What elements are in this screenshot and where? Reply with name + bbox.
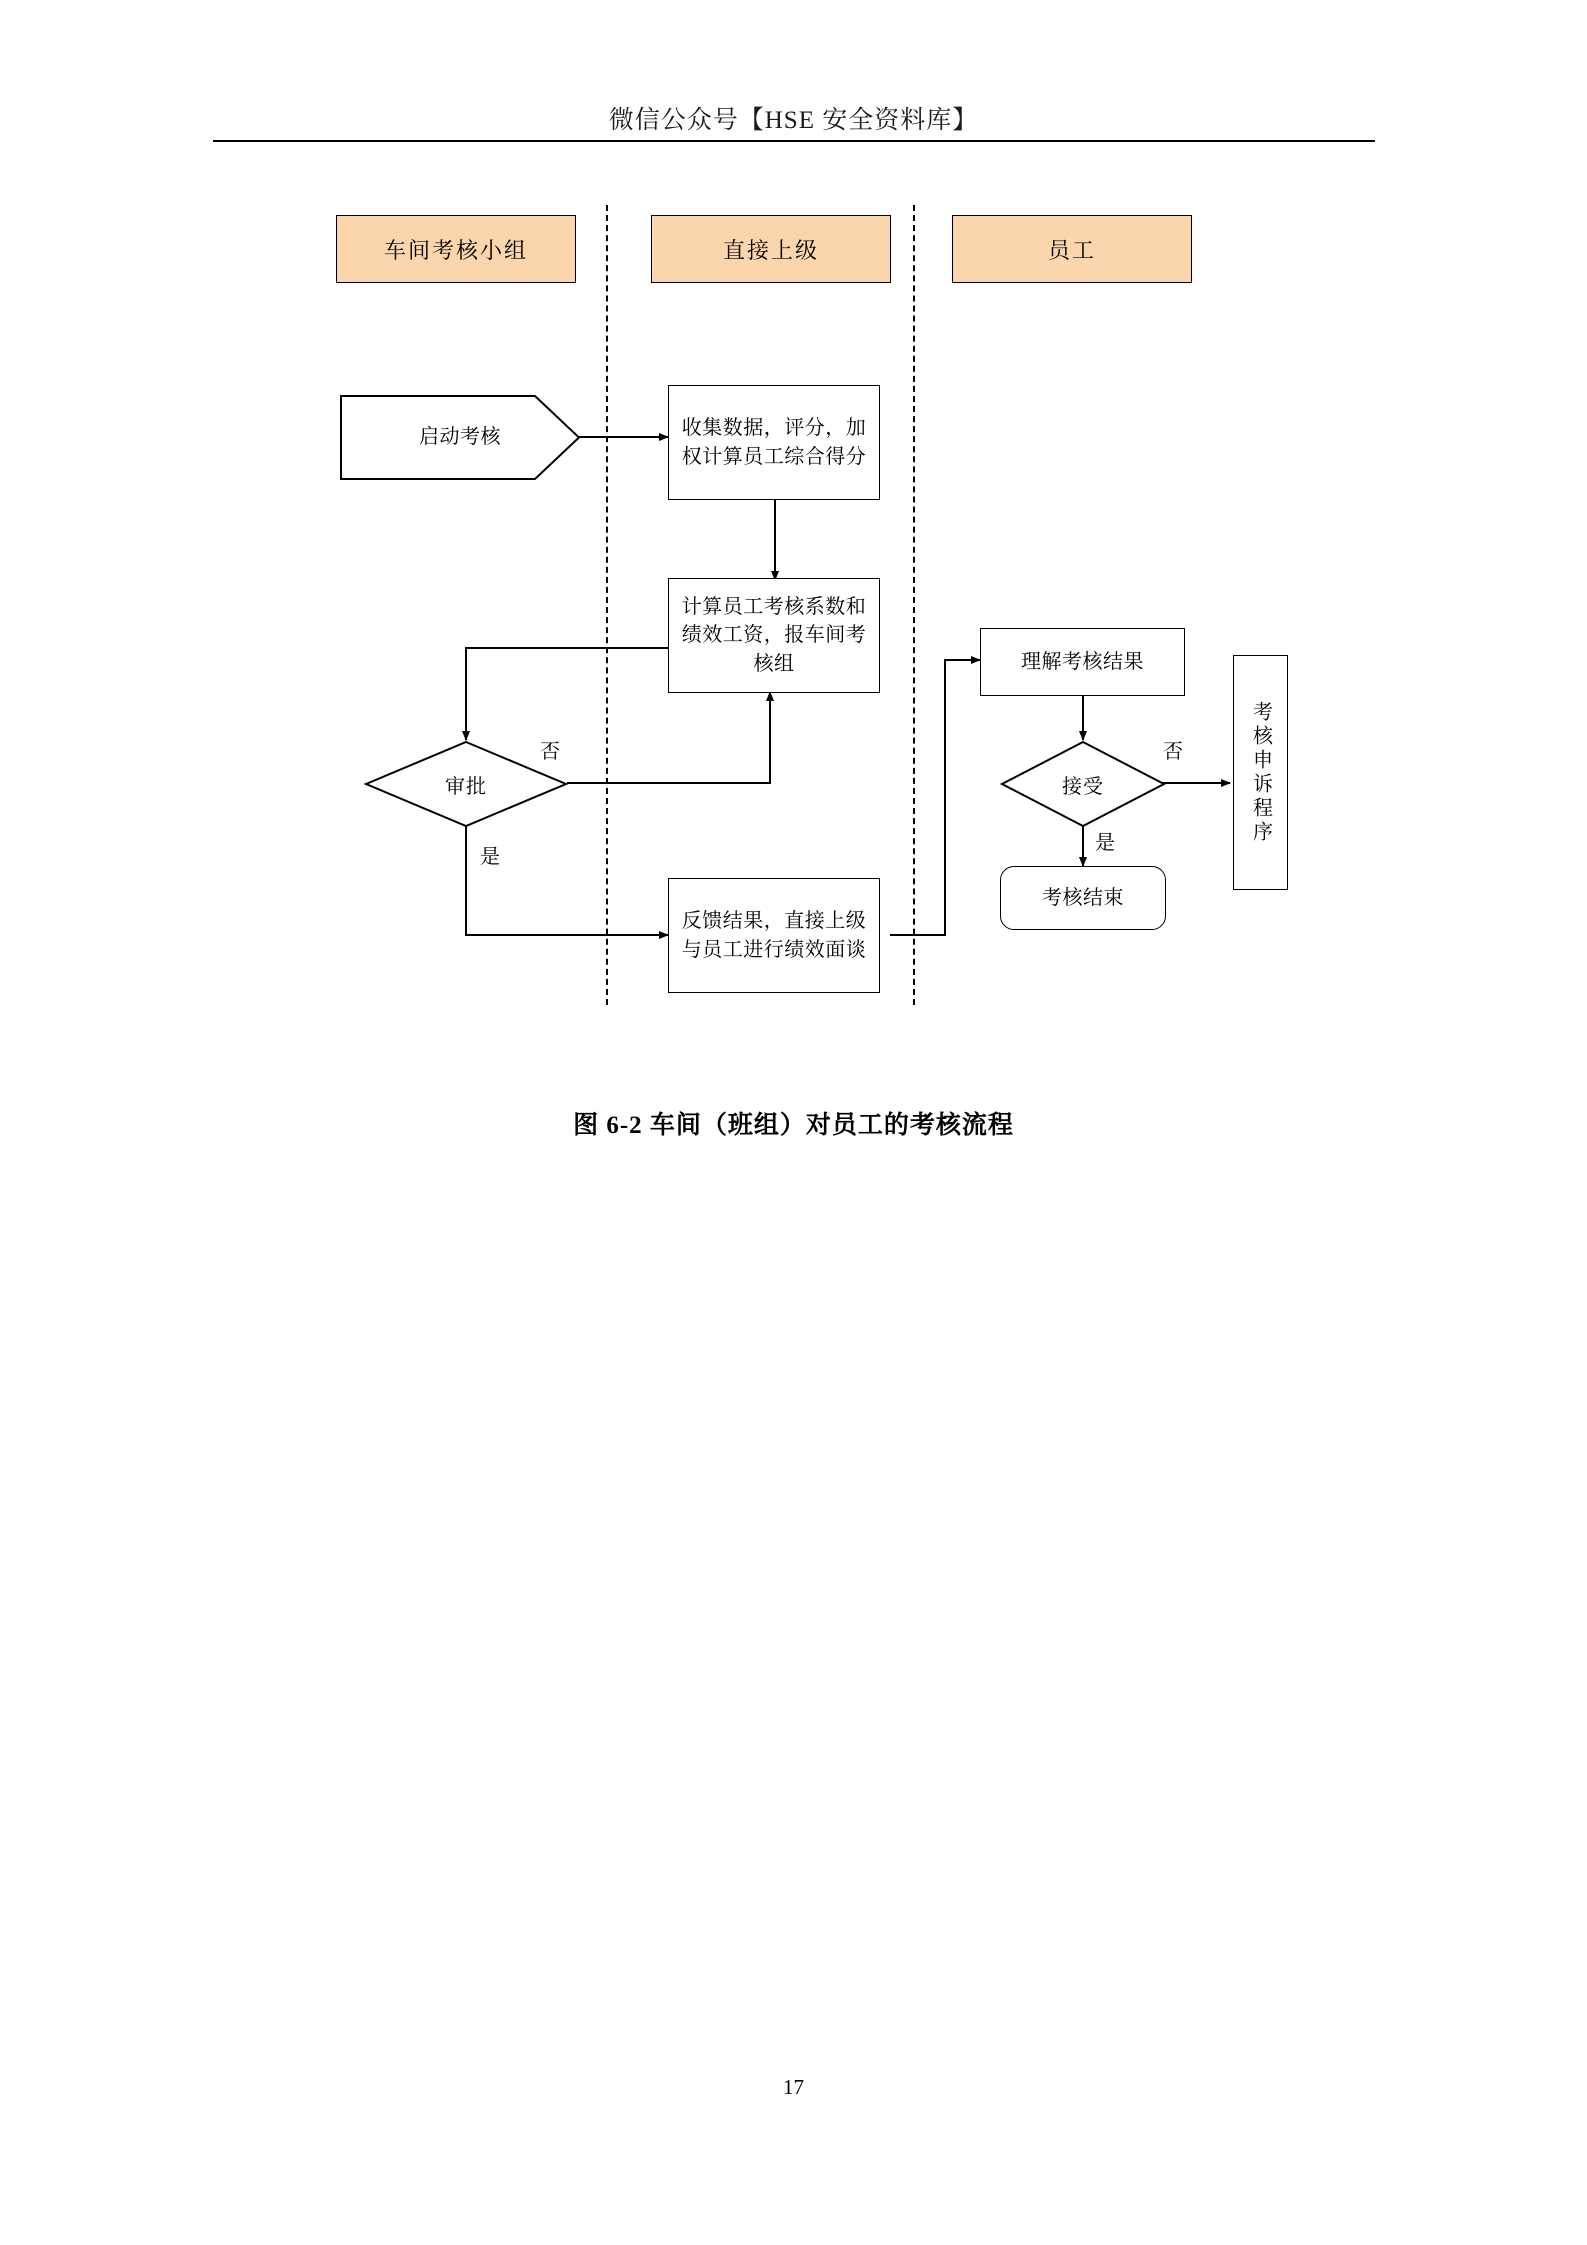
node-start-assessment <box>340 395 580 480</box>
node-feedback-interview-label: 反馈结果，直接上级与员工进行绩效面谈 <box>681 910 867 961</box>
node-understand-result-label: 理解考核结果 <box>1021 650 1144 673</box>
node-approve-decision-label: 审批 <box>445 775 487 798</box>
lane-header-direct-supervisor: 直接上级 <box>651 215 891 283</box>
page-number: 17 <box>783 2075 804 2099</box>
node-calculate-coefficient-label: 计算员工考核系数和绩效工资，报车间考核组 <box>681 595 867 675</box>
node-appeal-procedure-label: 考核申诉程序 <box>1249 700 1272 845</box>
node-assessment-end <box>1000 866 1166 930</box>
node-understand-result <box>980 628 1185 696</box>
node-appeal-procedure <box>1233 655 1288 890</box>
node-start-assessment-label: 启动考核 <box>419 426 501 449</box>
lane-divider-1 <box>606 205 608 1005</box>
node-calculate-coefficient <box>668 578 880 693</box>
figure-caption: 图 6-2 车间（班组）对员工的考核流程 <box>573 1112 1014 1139</box>
node-assessment-end-label: 考核结束 <box>1042 886 1124 909</box>
node-collect-data-label: 收集数据，评分，加权计算员工综合得分 <box>681 417 867 468</box>
lane-header-employee: 员工 <box>952 215 1192 283</box>
page-header-text: 微信公众号【HSE 安全资料库】 <box>608 107 979 134</box>
edge-label-accept-yes: 是 <box>1095 832 1115 854</box>
lane-divider-2 <box>913 205 915 1005</box>
node-approve-decision <box>364 740 568 828</box>
node-accept-decision-label: 接受 <box>1062 775 1104 798</box>
edge-label-approve-no: 否 <box>540 741 560 763</box>
edge-label-accept-no: 否 <box>1163 741 1183 763</box>
lane-header-workshop-team: 车间考核小组 <box>336 215 576 283</box>
node-collect-data <box>668 385 880 500</box>
header-divider <box>213 140 1375 142</box>
node-accept-decision <box>1000 740 1166 828</box>
edge-label-approve-yes: 是 <box>480 846 500 868</box>
node-feedback-interview <box>668 878 880 993</box>
